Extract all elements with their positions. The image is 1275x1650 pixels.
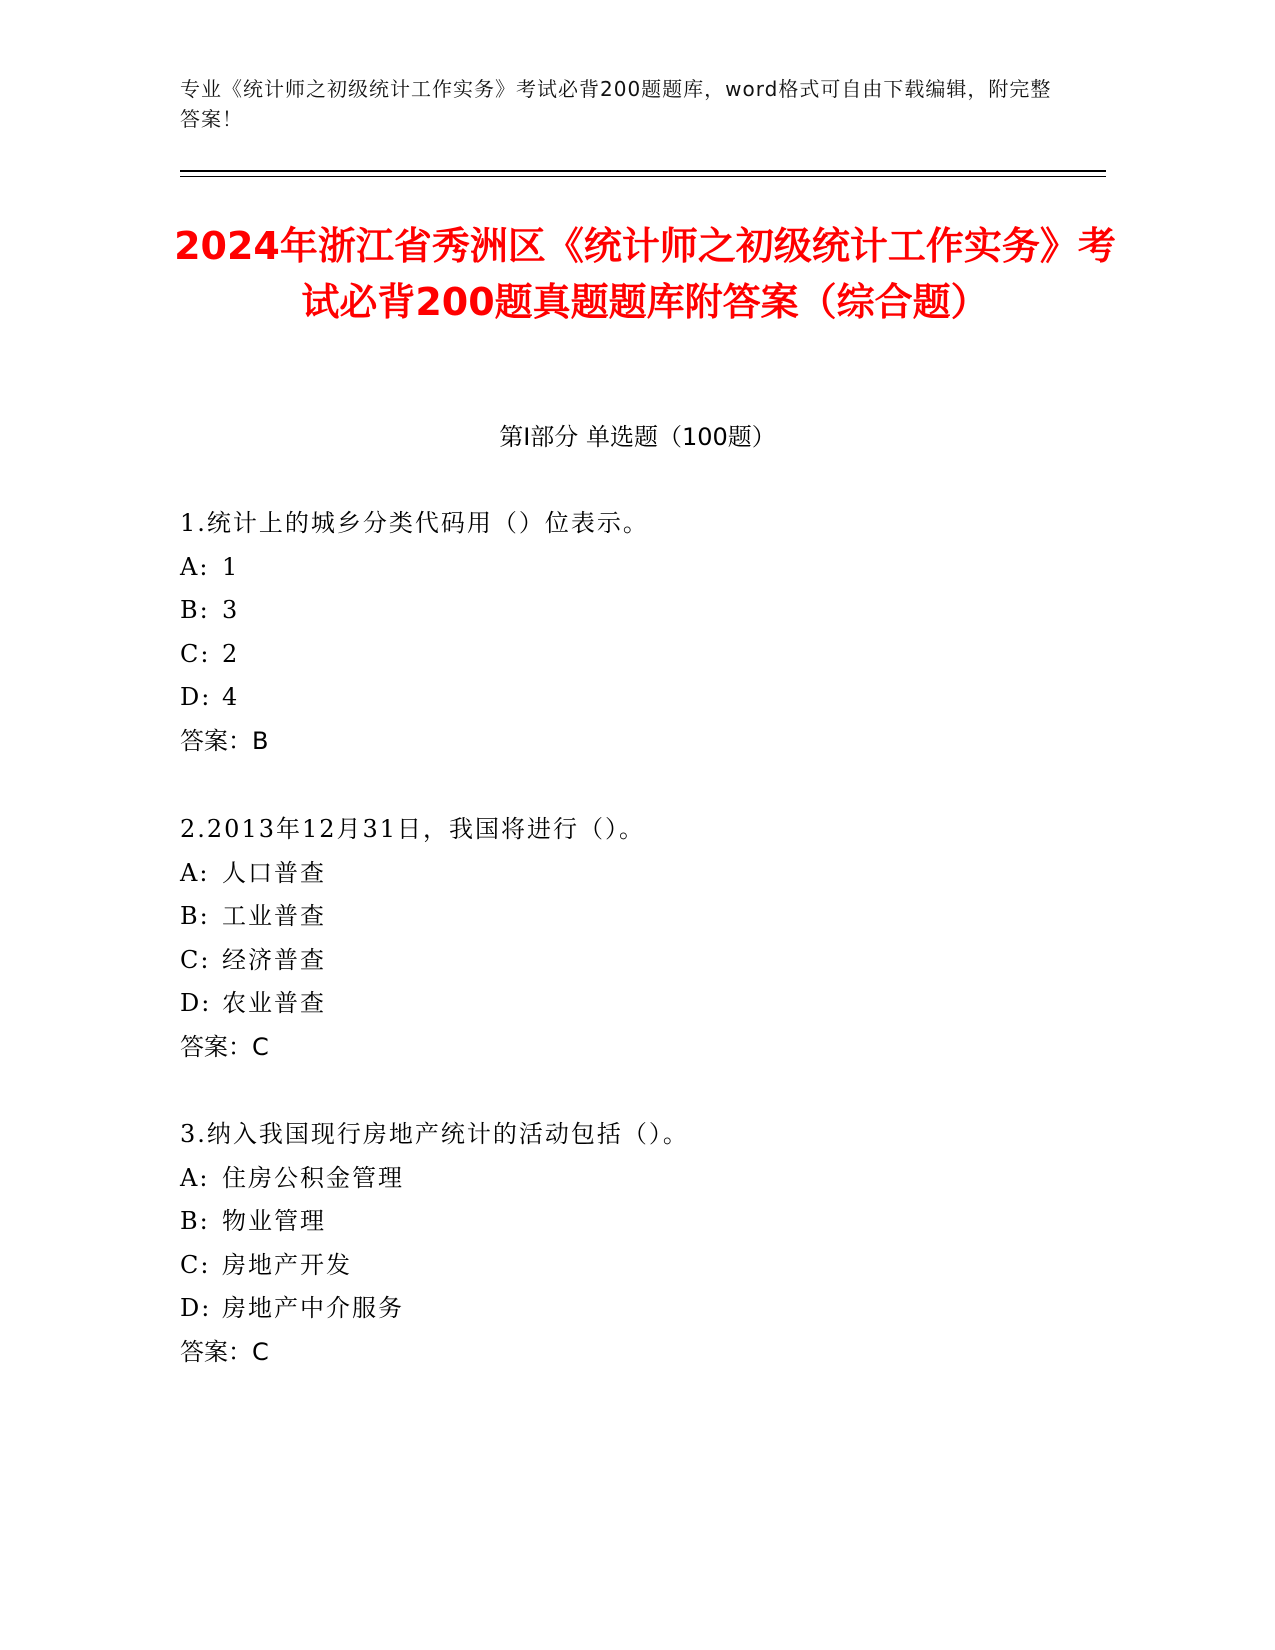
option-letter: A: bbox=[180, 552, 210, 581]
option-d bbox=[180, 982, 1080, 1026]
option-text: 3 bbox=[222, 596, 240, 624]
option-text: 房地产开发 bbox=[222, 1250, 352, 1279]
option-letter: A: bbox=[180, 858, 210, 887]
option-letter: C: bbox=[180, 639, 211, 668]
header-rule-thick bbox=[180, 170, 1106, 172]
option-c bbox=[180, 939, 1080, 983]
option-a bbox=[180, 852, 1080, 896]
option-c bbox=[180, 633, 1080, 677]
section-title: 第I部分 单选题（100题） bbox=[499, 423, 776, 451]
answer: 答案：C bbox=[180, 1337, 269, 1366]
option-text: 住房公积金管理 bbox=[222, 1163, 404, 1192]
option-d bbox=[180, 676, 1080, 720]
option-b bbox=[180, 895, 1080, 939]
option-letter: B: bbox=[180, 1207, 210, 1235]
answer: 答案：B bbox=[180, 726, 269, 755]
option-text: 物业管理 bbox=[222, 1207, 326, 1235]
option-text: 4 bbox=[222, 683, 240, 711]
option-b bbox=[180, 589, 1080, 633]
option-letter: A: bbox=[180, 1163, 210, 1192]
question-stem: 1.统计上的城乡分类代码用（）位表示。 bbox=[180, 509, 649, 537]
question-stem: 3.纳入我国现行房地产统计的活动包括（）。 bbox=[180, 1120, 689, 1148]
header-note: 专业《统计师之初级统计工作实务》考试必背200题题库，word格式可自由下载编辑，附完整答案！ bbox=[180, 77, 1052, 131]
option-a bbox=[180, 1157, 1080, 1201]
option-c bbox=[180, 1244, 1080, 1288]
option-text: 农业普查 bbox=[222, 989, 326, 1017]
question-2 bbox=[180, 808, 1080, 1069]
option-a bbox=[180, 546, 1080, 590]
header-rule-thin bbox=[180, 176, 1106, 177]
option-letter: C: bbox=[180, 1250, 211, 1279]
option-letter: B: bbox=[180, 596, 210, 624]
document-title: 2024年浙江省秀洲区《统计师之初级统计工作实务》考试必背200题真题题库附答案（综合题） bbox=[174, 224, 1116, 324]
option-letter: D: bbox=[180, 989, 212, 1017]
question-1 bbox=[180, 502, 1080, 763]
option-letter: D: bbox=[180, 1294, 212, 1322]
question-stem: 2.2013年12月31日，我国将进行（）。 bbox=[180, 815, 646, 843]
option-letter: C: bbox=[180, 945, 211, 974]
option-text: 经济普查 bbox=[222, 945, 326, 974]
option-text: 2 bbox=[222, 639, 240, 668]
option-text: 房地产中介服务 bbox=[222, 1294, 404, 1322]
option-letter: D: bbox=[180, 683, 212, 711]
option-text: 人口普查 bbox=[222, 858, 326, 887]
question-3 bbox=[180, 1113, 1080, 1374]
option-text: 1 bbox=[222, 552, 240, 581]
option-text: 工业普查 bbox=[222, 902, 326, 930]
option-b bbox=[180, 1200, 1080, 1244]
answer: 答案：C bbox=[180, 1032, 269, 1061]
option-d bbox=[180, 1287, 1080, 1331]
option-letter: B: bbox=[180, 902, 210, 930]
